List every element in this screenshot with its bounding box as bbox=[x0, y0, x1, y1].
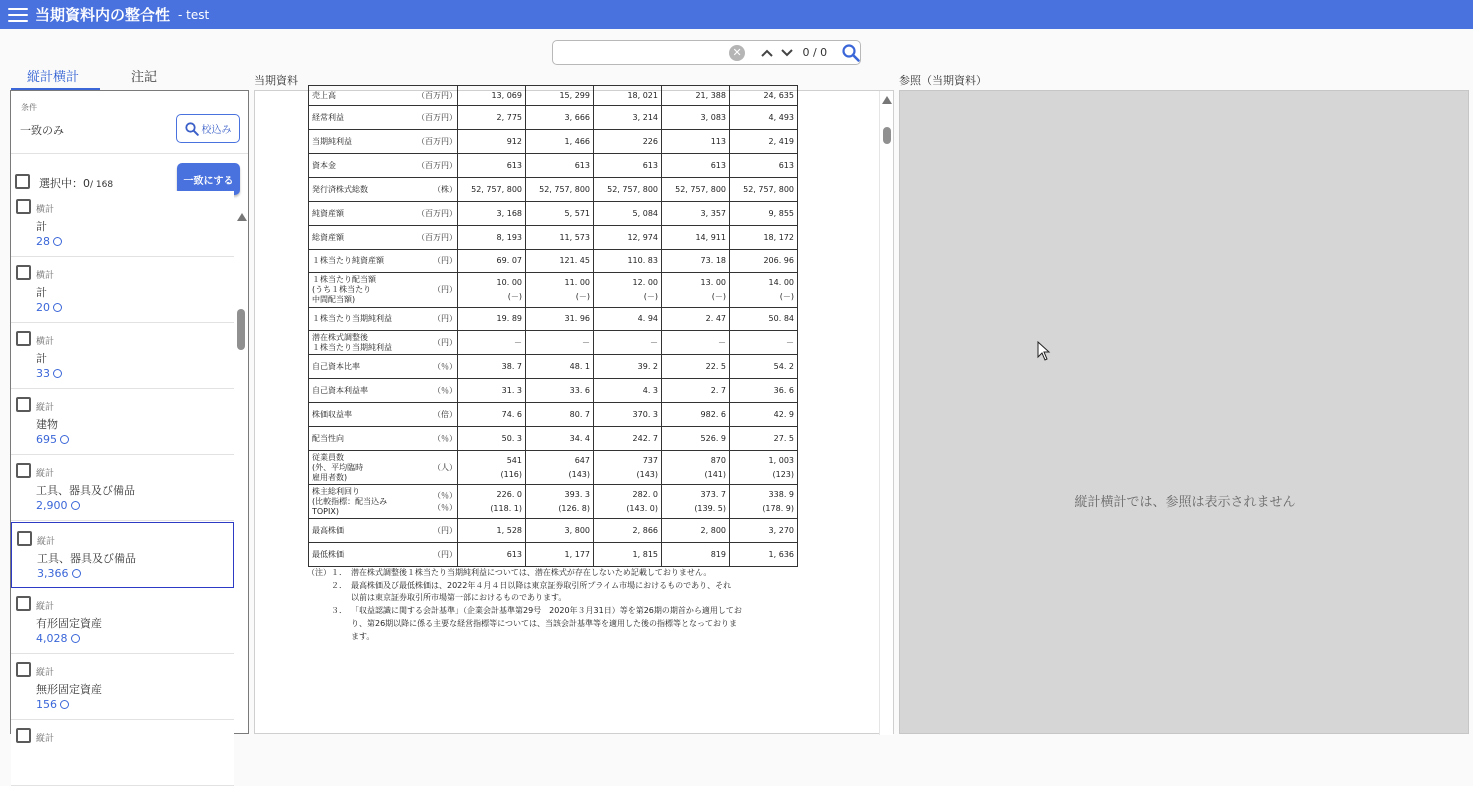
table-cell: 2, 800 bbox=[662, 519, 730, 543]
scroll-up-icon[interactable] bbox=[237, 213, 247, 221]
table-cell: 613 bbox=[662, 154, 730, 178]
table-cell: 912 bbox=[458, 130, 526, 154]
table-cell: 22. 5 bbox=[662, 355, 730, 379]
match-circle-icon bbox=[71, 501, 80, 510]
row-unit: （百万円） bbox=[417, 112, 457, 122]
note-line bbox=[307, 592, 797, 605]
table-cell: 13. 00 (－) bbox=[662, 273, 730, 308]
item-checkbox[interactable] bbox=[16, 596, 31, 611]
table-row bbox=[309, 273, 798, 308]
table-row bbox=[309, 379, 798, 403]
table-cell: 24, 635 bbox=[730, 86, 798, 106]
item-checkbox[interactable] bbox=[16, 662, 31, 677]
note-line bbox=[307, 580, 797, 593]
item-name: 無形固定資産 bbox=[36, 683, 102, 696]
table-row bbox=[309, 543, 798, 567]
table-cell: 74. 6 bbox=[458, 403, 526, 427]
match-circle-icon bbox=[60, 700, 69, 709]
row-label-text: 株価収益率 bbox=[312, 409, 352, 419]
item-value[interactable]: 4,028 bbox=[36, 632, 80, 645]
table-cell: 226. 0 (118. 1) bbox=[458, 485, 526, 519]
note-number: １． bbox=[331, 568, 347, 577]
list-item-selected[interactable] bbox=[11, 522, 234, 588]
mouse-cursor-icon bbox=[1037, 341, 1051, 361]
item-name: 工具、器具及び備品 bbox=[36, 484, 135, 497]
table-cell: 737 (143) bbox=[594, 451, 662, 485]
row-label-text: 純資産額 bbox=[312, 208, 344, 218]
selection-total: / 168 bbox=[90, 180, 114, 190]
financial-table bbox=[308, 85, 798, 567]
table-cell: 31. 96 bbox=[526, 308, 594, 331]
selection-count bbox=[39, 175, 113, 191]
item-category: 縦計 bbox=[36, 602, 55, 612]
row-unit: （円） bbox=[433, 337, 457, 347]
table-cell: 113 bbox=[662, 130, 730, 154]
row-label bbox=[309, 130, 458, 154]
row-label bbox=[309, 86, 458, 106]
item-name: 建物 bbox=[36, 418, 58, 431]
row-label-text: 総資産額 bbox=[312, 232, 344, 242]
row-label bbox=[309, 331, 458, 355]
row-label bbox=[309, 178, 458, 202]
tab-notes[interactable]: 注記 bbox=[131, 70, 158, 85]
table-cell: 3, 214 bbox=[594, 106, 662, 130]
row-label-text: 発行済株式総数 bbox=[312, 184, 368, 194]
clear-icon[interactable]: ✕ bbox=[729, 45, 745, 61]
table-cell: 541 (116) bbox=[458, 451, 526, 485]
table-cell: 18, 172 bbox=[730, 226, 798, 250]
table-cell: 2. 7 bbox=[662, 379, 730, 403]
table-cell: 3, 800 bbox=[526, 519, 594, 543]
table-cell: 5, 084 bbox=[594, 202, 662, 226]
item-checkbox[interactable] bbox=[17, 531, 32, 546]
row-label bbox=[309, 355, 458, 379]
note-text: 潜在株式調整後１株当たり当期純利益については、潜在株式が存在しないため記載しておりません。 bbox=[351, 568, 712, 577]
item-category: 縦計 bbox=[36, 403, 55, 413]
row-label bbox=[309, 451, 458, 485]
table-cell: 393. 3 (126. 8) bbox=[526, 485, 594, 519]
row-label-text: 潜在株式調整後 １株当たり当期純利益 bbox=[312, 332, 392, 352]
row-label bbox=[309, 379, 458, 403]
table-cell: 39. 2 bbox=[594, 355, 662, 379]
table-cell: 54. 2 bbox=[730, 355, 798, 379]
row-label bbox=[309, 250, 458, 273]
notes-block bbox=[307, 567, 797, 643]
table-cell: 50. 84 bbox=[730, 308, 798, 331]
row-label-text: １株当たり当期純利益 bbox=[312, 314, 392, 323]
item-checkbox[interactable] bbox=[16, 199, 31, 214]
item-value[interactable]: 20 bbox=[36, 301, 62, 314]
table-cell: 4, 493 bbox=[730, 106, 798, 130]
table-cell: 18, 021 bbox=[594, 86, 662, 106]
item-category: 縦計 bbox=[37, 537, 56, 547]
current-doc-label: 当期資料 bbox=[254, 74, 298, 87]
row-label bbox=[309, 106, 458, 130]
list-item[interactable] bbox=[11, 588, 234, 654]
row-label bbox=[309, 308, 458, 331]
table-cell: 19. 89 bbox=[458, 308, 526, 331]
row-label bbox=[309, 273, 458, 308]
table-cell: 2, 775 bbox=[458, 106, 526, 130]
table-cell: 870 (141) bbox=[662, 451, 730, 485]
table-row bbox=[309, 226, 798, 250]
table-cell: 10. 00 (－) bbox=[458, 273, 526, 308]
table-row bbox=[309, 427, 798, 451]
table-cell: 8, 193 bbox=[458, 226, 526, 250]
match-circle-icon bbox=[53, 369, 62, 378]
table-row bbox=[309, 154, 798, 178]
table-cell: 373. 7 (139. 5) bbox=[662, 485, 730, 519]
table-cell: 1, 815 bbox=[594, 543, 662, 567]
row-unit: （％） bbox=[433, 433, 457, 443]
note-line bbox=[307, 631, 797, 644]
table-cell: 27. 5 bbox=[730, 427, 798, 451]
table-row bbox=[309, 178, 798, 202]
table-cell: 73. 18 bbox=[662, 250, 730, 273]
table-cell: － bbox=[730, 331, 798, 355]
list-item[interactable] bbox=[11, 720, 234, 786]
table-cell: 15, 299 bbox=[526, 86, 594, 106]
table-cell: 3, 168 bbox=[458, 202, 526, 226]
list-item[interactable] bbox=[11, 257, 234, 323]
row-label-text: 配当性向 bbox=[312, 433, 344, 443]
table-cell: 9, 855 bbox=[730, 202, 798, 226]
item-name: 計 bbox=[36, 220, 47, 233]
row-label bbox=[309, 202, 458, 226]
table-cell: 14. 00 (－) bbox=[730, 273, 798, 308]
item-category: 縦計 bbox=[36, 469, 55, 479]
row-label-text: 最低株価 bbox=[312, 549, 344, 559]
table-cell: 3, 666 bbox=[526, 106, 594, 130]
row-unit: （百万円） bbox=[417, 136, 457, 146]
app-title: 当期資料内の整合性 bbox=[35, 6, 171, 24]
item-checkbox[interactable] bbox=[16, 463, 31, 478]
row-unit: （百万円） bbox=[417, 208, 457, 218]
item-value[interactable]: 2,900 bbox=[36, 499, 80, 512]
note-text: り、第26期以降に係る主要な経営指標等については、当該会計基準等を適用した後の指標等となっておりま bbox=[351, 618, 738, 628]
table-cell: 52, 757, 800 bbox=[662, 178, 730, 202]
row-unit: （円） bbox=[433, 256, 457, 265]
list-item[interactable] bbox=[11, 455, 234, 521]
item-category: 横計 bbox=[36, 337, 55, 347]
table-cell: 613 bbox=[458, 543, 526, 567]
table-cell: 982. 6 bbox=[662, 403, 730, 427]
table-cell: 3, 083 bbox=[662, 106, 730, 130]
table-cell: 52, 757, 800 bbox=[594, 178, 662, 202]
condition-label: 条件 bbox=[21, 103, 37, 112]
list-item[interactable] bbox=[11, 191, 234, 257]
row-label-text: １株当たり純資産額 bbox=[312, 256, 384, 265]
list-item[interactable] bbox=[11, 654, 234, 720]
table-cell: － bbox=[662, 331, 730, 355]
match-circle-icon bbox=[71, 634, 80, 643]
table-row bbox=[309, 202, 798, 226]
table-cell: 42. 9 bbox=[730, 403, 798, 427]
table-cell: 282. 0 (143. 0) bbox=[594, 485, 662, 519]
row-label bbox=[309, 226, 458, 250]
item-value[interactable]: 28 bbox=[36, 235, 62, 248]
table-cell: 2, 866 bbox=[594, 519, 662, 543]
note-text: 以前は東京証券取引所市場第一部におけるものであります。 bbox=[351, 593, 567, 603]
table-cell: 31. 3 bbox=[458, 379, 526, 403]
table-row bbox=[309, 451, 798, 485]
table-cell: 11. 00 (－) bbox=[526, 273, 594, 308]
table-cell: 1, 177 bbox=[526, 543, 594, 567]
item-value[interactable]: 156 bbox=[36, 698, 69, 711]
row-unit: （％） （％） bbox=[433, 490, 457, 512]
row-label-text: 従業員数 (外、平均臨時 雇用者数) bbox=[312, 452, 364, 482]
row-unit: （円） bbox=[433, 549, 457, 559]
filter-button-label: 校込み bbox=[201, 125, 232, 136]
table-cell: 613 bbox=[526, 154, 594, 178]
note-line bbox=[307, 605, 797, 618]
row-label-text: 売上高 bbox=[312, 90, 336, 100]
selection-prefix: 選択中：0 bbox=[39, 177, 90, 190]
chevron-up-icon[interactable] bbox=[759, 49, 775, 57]
row-unit: （百万円） bbox=[417, 160, 457, 170]
table-cell: 226 bbox=[594, 130, 662, 154]
table-cell: 36. 6 bbox=[730, 379, 798, 403]
item-category: 横計 bbox=[36, 271, 55, 281]
note-line bbox=[307, 567, 797, 580]
item-category: 縦計 bbox=[36, 734, 55, 744]
item-checkbox[interactable] bbox=[16, 265, 31, 280]
item-value[interactable]: 33 bbox=[36, 367, 62, 380]
scrollbar-thumb[interactable] bbox=[883, 127, 891, 144]
table-row bbox=[309, 355, 798, 379]
table-cell: 613 bbox=[594, 154, 662, 178]
row-unit: （倍） bbox=[433, 409, 457, 419]
reference-message: 縦計横計では、参照は表示されません bbox=[1074, 495, 1296, 510]
mark-match-button[interactable]: 一致にする bbox=[177, 163, 240, 195]
list-item[interactable] bbox=[11, 389, 234, 455]
row-label bbox=[309, 154, 458, 178]
table-cell: 1, 636 bbox=[730, 543, 798, 567]
table-cell: 80. 7 bbox=[526, 403, 594, 427]
table-row bbox=[309, 331, 798, 355]
row-unit: （円） bbox=[433, 525, 457, 535]
item-list bbox=[11, 205, 235, 744]
table-cell: 11, 573 bbox=[526, 226, 594, 250]
note-prefix: （注） bbox=[307, 568, 331, 577]
note-line bbox=[307, 618, 797, 631]
table-cell: 12, 974 bbox=[594, 226, 662, 250]
row-label-text: 経常利益 bbox=[312, 112, 344, 122]
table-cell: 242. 7 bbox=[594, 427, 662, 451]
note-text: 「収益認識に関する会計基準」（企業会計基準第29号 2020年３月31日）等を第26期の期首から適用してお bbox=[351, 606, 742, 616]
table-cell: 4. 3 bbox=[594, 379, 662, 403]
table-row bbox=[309, 250, 798, 273]
search-icon[interactable] bbox=[842, 44, 860, 62]
row-label-text: １株当たり配当額 (うち１株当たり 中間配当額) bbox=[312, 275, 376, 304]
table-cell: 613 bbox=[458, 154, 526, 178]
row-unit: （株） bbox=[433, 184, 457, 194]
table-cell: 338. 9 (178. 9) bbox=[730, 485, 798, 519]
current-document-viewer bbox=[254, 90, 894, 734]
row-unit: （人） bbox=[433, 462, 457, 472]
row-label-text: 最高株価 bbox=[312, 525, 344, 535]
search-input[interactable] bbox=[559, 43, 721, 63]
select-all-checkbox[interactable] bbox=[15, 174, 30, 189]
table-cell: 3, 270 bbox=[730, 519, 798, 543]
table-cell: 206. 96 bbox=[730, 250, 798, 273]
table-cell: 1, 466 bbox=[526, 130, 594, 154]
table-cell: 1, 003 (123) bbox=[730, 451, 798, 485]
row-label-text: 自己資本比率 bbox=[312, 361, 360, 371]
row-unit: （％） bbox=[433, 385, 457, 395]
table-cell: 121. 45 bbox=[526, 250, 594, 273]
table-cell: 13, 069 bbox=[458, 86, 526, 106]
table-cell: 647 (143) bbox=[526, 451, 594, 485]
table-row bbox=[309, 308, 798, 331]
item-name: 工具、器具及び備品 bbox=[37, 552, 136, 565]
table-cell: 38. 7 bbox=[458, 355, 526, 379]
table-cell: 3, 357 bbox=[662, 202, 730, 226]
match-circle-icon bbox=[53, 303, 62, 312]
item-name: 計 bbox=[36, 352, 47, 365]
table-cell: 2, 419 bbox=[730, 130, 798, 154]
table-cell: 33. 6 bbox=[526, 379, 594, 403]
row-label-text: 資本金 bbox=[312, 160, 336, 170]
scroll-up-icon[interactable] bbox=[882, 96, 892, 104]
item-name: 計 bbox=[36, 286, 47, 299]
item-category: 縦計 bbox=[36, 668, 55, 678]
filter-button[interactable] bbox=[176, 114, 240, 143]
table-cell: 4. 94 bbox=[594, 308, 662, 331]
list-scrollbar[interactable] bbox=[236, 209, 248, 735]
table-cell: 48. 1 bbox=[526, 355, 594, 379]
row-unit: （％） bbox=[433, 361, 457, 371]
table-cell: 21, 388 bbox=[662, 86, 730, 106]
table-cell: 819 bbox=[662, 543, 730, 567]
table-cell: 14, 911 bbox=[662, 226, 730, 250]
table-cell: 50. 3 bbox=[458, 427, 526, 451]
table-row bbox=[309, 485, 798, 519]
table-cell: 2. 47 bbox=[662, 308, 730, 331]
app-subtitle: - test bbox=[178, 7, 210, 22]
note-text: ます。 bbox=[351, 631, 375, 641]
match-circle-icon bbox=[53, 237, 62, 246]
scrollbar-thumb[interactable] bbox=[237, 309, 245, 350]
item-checkbox[interactable] bbox=[16, 397, 31, 412]
row-unit: （百万円） bbox=[417, 232, 457, 242]
match-circle-icon bbox=[72, 569, 81, 578]
item-name: 有形固定資産 bbox=[36, 617, 102, 630]
table-cell: 5, 571 bbox=[526, 202, 594, 226]
condition-value[interactable]: 一致のみ bbox=[20, 124, 64, 137]
table-cell: 526. 9 bbox=[662, 427, 730, 451]
table-row bbox=[309, 86, 798, 106]
search-bar bbox=[552, 40, 861, 65]
row-unit: （百万円） bbox=[417, 90, 457, 100]
menu-icon[interactable] bbox=[8, 7, 28, 23]
table-cell: 69. 07 bbox=[458, 250, 526, 273]
check-list-panel bbox=[10, 90, 249, 744]
table-cell: － bbox=[526, 331, 594, 355]
row-label bbox=[309, 485, 458, 519]
row-unit: （円） bbox=[433, 314, 457, 323]
table-cell: － bbox=[458, 331, 526, 355]
app-header bbox=[0, 0, 1473, 29]
tab-bar bbox=[11, 60, 249, 91]
row-label-text: 株主総利回り (比較指標：配当込み TOPIX) bbox=[312, 486, 388, 516]
chevron-down-icon[interactable] bbox=[779, 49, 795, 57]
search-count: 0 / 0 bbox=[802, 46, 828, 59]
list-item[interactable] bbox=[11, 323, 234, 389]
table-row bbox=[309, 519, 798, 543]
item-category: 横計 bbox=[36, 205, 55, 215]
item-checkbox[interactable] bbox=[16, 331, 31, 346]
table-cell: 34. 4 bbox=[526, 427, 594, 451]
table-cell: 52, 757, 800 bbox=[730, 178, 798, 202]
table-cell: 1, 528 bbox=[458, 519, 526, 543]
row-label-text: 当期純利益 bbox=[312, 136, 352, 146]
row-label bbox=[309, 519, 458, 543]
table-row bbox=[309, 106, 798, 130]
document-scrollbar[interactable] bbox=[879, 91, 893, 735]
reference-doc-label: 参照（当期資料） bbox=[899, 74, 987, 87]
row-label bbox=[309, 403, 458, 427]
search-icon bbox=[185, 122, 199, 136]
note-number: ２． bbox=[331, 580, 347, 590]
table-cell: 52, 757, 800 bbox=[526, 178, 594, 202]
row-label-text: 自己資本利益率 bbox=[312, 385, 368, 395]
table-cell: 370. 3 bbox=[594, 403, 662, 427]
tab-vertical-horizontal[interactable]: 縦計横計 bbox=[27, 70, 80, 85]
item-value[interactable]: 3,366 bbox=[37, 567, 81, 580]
note-number: ３． bbox=[331, 606, 347, 616]
match-circle-icon bbox=[60, 435, 69, 444]
table-row bbox=[309, 130, 798, 154]
note-text: 最高株価及び最低株価は、2022年４月４日以降は東京証券取引所プライム市場におけるものであり、それ bbox=[351, 580, 732, 590]
table-cell: 52, 757, 800 bbox=[458, 178, 526, 202]
table-cell: － bbox=[594, 331, 662, 355]
table-cell: 12. 00 (－) bbox=[594, 273, 662, 308]
reference-panel bbox=[899, 90, 1469, 734]
row-label bbox=[309, 543, 458, 567]
item-checkbox[interactable] bbox=[16, 728, 31, 743]
table-cell: 613 bbox=[730, 154, 798, 178]
row-unit: （円） bbox=[433, 285, 457, 294]
table-row bbox=[309, 403, 798, 427]
item-value[interactable]: 695 bbox=[36, 433, 69, 446]
table-cell: 110. 83 bbox=[594, 250, 662, 273]
condition-section bbox=[11, 91, 248, 154]
row-label bbox=[309, 427, 458, 451]
